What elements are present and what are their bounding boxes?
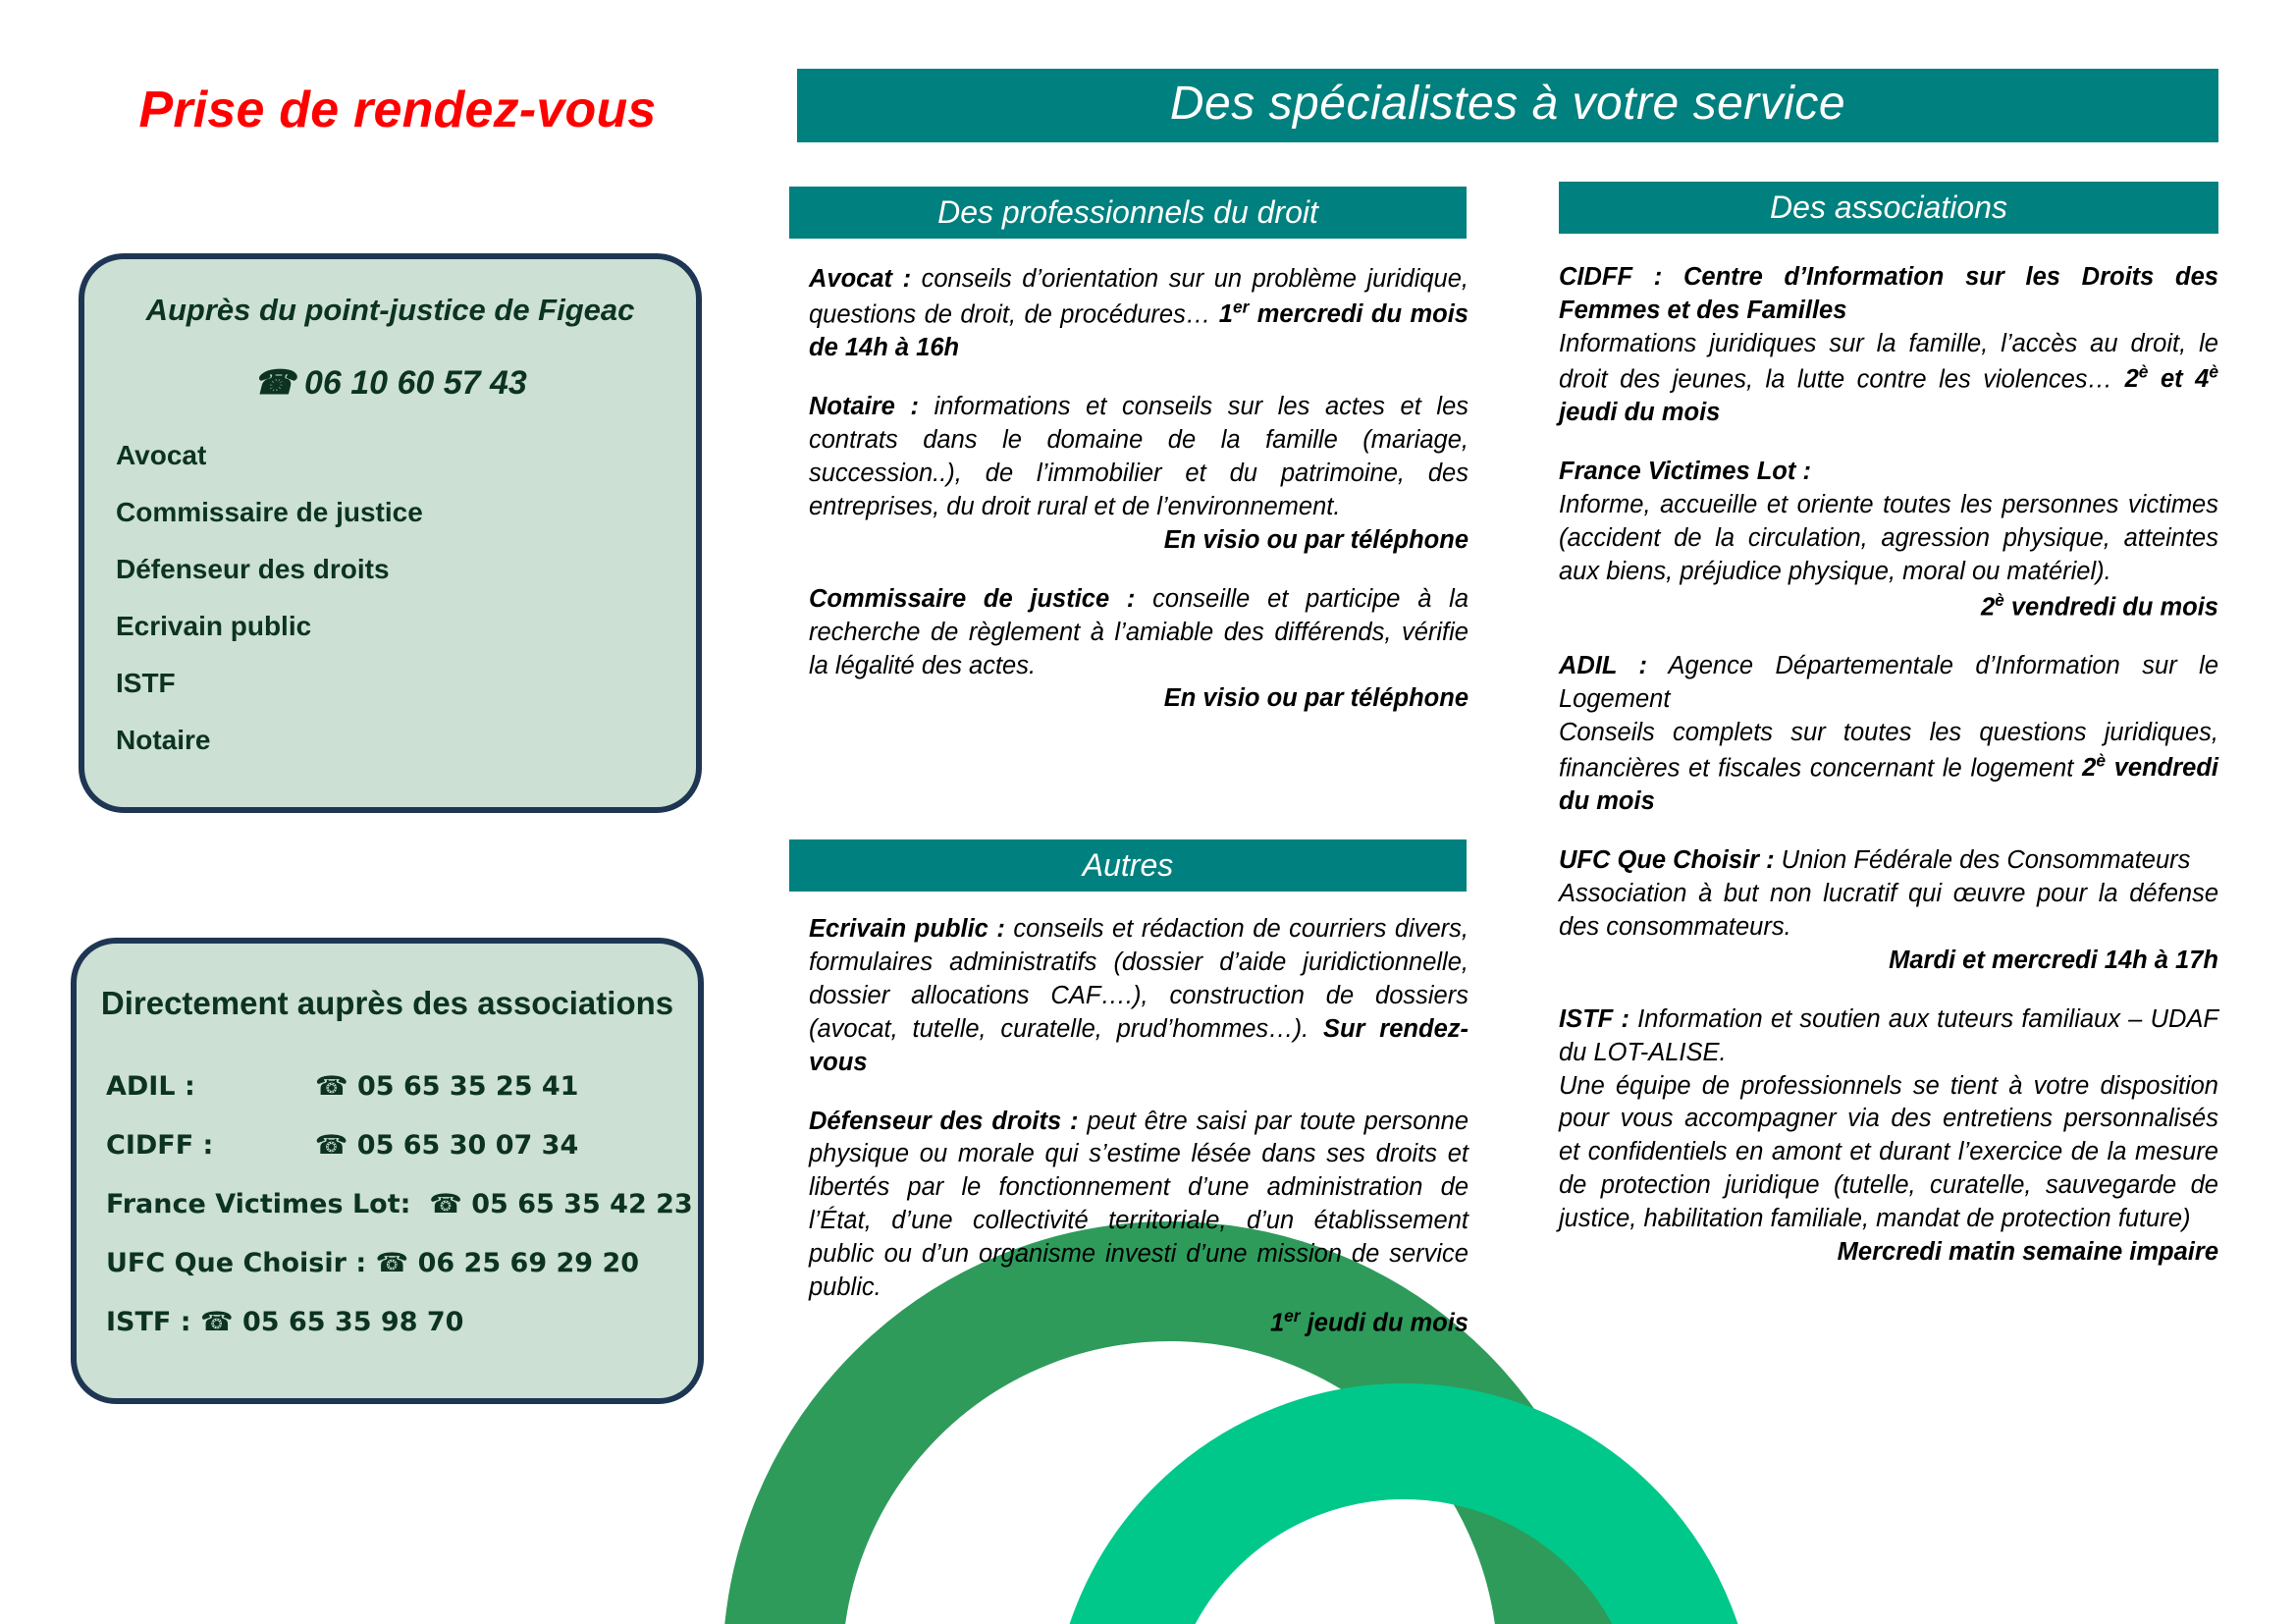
section-header-associations [1559, 182, 2218, 234]
ordinal-base: 2 [1980, 593, 1996, 622]
list-item: ISTF [116, 668, 176, 698]
left-column [59, 59, 736, 139]
entry-schedule: En visio ou par téléphone [1163, 525, 1468, 554]
entry-text: Centre d’Information sur les Droits des Femmes et des Familles [1559, 263, 2218, 324]
entry-avocat [809, 263, 1468, 365]
ordinal-base: 2 [2124, 365, 2139, 394]
section-header-label: Des associations [1770, 189, 2007, 225]
schedule-rest: jeudi du mois [1300, 1309, 1468, 1337]
ordinal-suffix: è [2138, 361, 2149, 382]
entry-label: ADIL : [1559, 652, 1647, 680]
entry-ecrivain-public [809, 913, 1468, 1080]
page-title: Prise de rendez-vous [138, 81, 657, 138]
section-header-label: Autres [1082, 847, 1174, 883]
main-banner [797, 69, 2218, 142]
entry-france-victimes-lot [1559, 456, 2218, 624]
entry-body: Une équipe de professionnels se tient à votre disposition pour vous accompagner via des entretiens personnalisés et confidentiels en amont et durant l’exercice de la mesure de protection juridique (tutelle, curatelle, sauvegarde de justice, habilitation familiale, mandat de protection future) [1559, 1071, 2218, 1233]
entry-notaire [809, 391, 1468, 558]
list-item: Avocat [116, 440, 207, 470]
schedule-rest: mercredi du mois de 14h à 16h [809, 300, 1468, 362]
entry-defenseur-des-droits [809, 1106, 1468, 1341]
list-item[interactable]: ADIL : ☎ 05 65 35 25 41 [106, 1071, 579, 1102]
entry-text: Union Fédérale des Consommateurs [1774, 846, 2191, 875]
entry-text: peut être saisi par toute personne physique ou morale qui s’estime lésée dans ses droits et libertés par le fonctionnement d’une administration de l’État, d’une collectivité territoriale, d’un établissement public ou d’un organisme investi d’une mission de service public. [809, 1107, 1469, 1302]
ordinal-suffix: è [2096, 750, 2106, 771]
associations-phone-list [77, 1073, 698, 1335]
autres-column [809, 913, 1468, 1340]
list-item: Défenseur des droits [116, 554, 390, 584]
professionals-column [809, 263, 1468, 716]
schedule-rest: vendredi du mois [1559, 754, 2218, 816]
entry-text: informations et conseils sur les actes et les contrats dans le domaine de la famille (mariage, succession..), de l’immobilier et du patrimoine, des entreprises, du droit rural et de l’environnement. [809, 393, 1469, 520]
associations-column [1559, 261, 2218, 1270]
list-item[interactable]: ISTF : ☎ 05 65 35 98 70 [106, 1307, 464, 1337]
entry-label: CIDFF : [1559, 263, 1663, 291]
schedule-rest: jeudi du mois [1559, 399, 1721, 427]
entry-schedule: Mercredi matin semaine impaire [1837, 1238, 2218, 1267]
point-justice-title: Auprès du point-justice de Figeac [145, 293, 635, 327]
entry-body: Association à but non lucratif qui œuvre pour la défense des consommateurs. [1559, 880, 2218, 941]
entry-label: Ecrivain public : [809, 915, 1005, 943]
entry-commissaire [809, 583, 1468, 717]
entry-schedule [809, 1305, 1468, 1340]
entry-label: Notaire : [809, 393, 919, 421]
list-item: Notaire [116, 725, 211, 755]
list-item[interactable]: CIDFF : ☎ 05 65 30 07 34 [106, 1130, 579, 1161]
main-banner-title: Des spécialistes à votre service [1169, 78, 1846, 130]
ordinal-suffix-2: è [2209, 361, 2218, 382]
entry-ufc-que-choisir [1559, 844, 2218, 978]
schedule-mid: et 4 [2148, 365, 2210, 394]
entry-schedule: En visio ou par téléphone [1163, 684, 1468, 713]
entry-text: conseils et rédaction de courriers divers, formulaires administratifs (dossier d’aide juridictionnelle, dossier allocations CAF….), construction de dossiers (avocat, tutelle, curatelle, prud’hommes…). [809, 915, 1468, 1043]
entry-label: Commissaire de justice : [809, 584, 1136, 613]
schedule-rest: vendredi du mois [2003, 593, 2218, 622]
section-header-autres [789, 839, 1467, 892]
point-justice-service-list [84, 442, 696, 754]
ordinal-suffix: er [1284, 1305, 1301, 1326]
entry-text: conseils d’orientation sur un problème juridique, questions de droit, de procédures… [809, 265, 1468, 329]
entry-schedule: Sur rendez-vous [809, 1014, 1468, 1076]
list-item: Ecrivain public [116, 611, 312, 641]
associations-contact-card [71, 938, 704, 1404]
entry-text: Information et soutien aux tuteurs familiaux – UDAF du LOT-ALISE. [1559, 1004, 2218, 1066]
list-item[interactable]: UFC Que Choisir : ☎ 06 25 69 29 20 [106, 1248, 640, 1278]
entry-label: ISTF : [1559, 1004, 1629, 1033]
ordinal-base: 2 [2082, 754, 2097, 783]
entry-body: Informe, accueille et oriente toutes les personnes victimes (accident de la circulation, agression physique, atteintes aux biens, préjudice physique, moral ou matériel). [1559, 490, 2218, 585]
entry-text: conseille et participe à la recherche de règlement à l’amiable des différends, vérifie la légalité des actes. [809, 584, 1468, 679]
associations-card-title: Directement auprès des associations [100, 985, 674, 1021]
point-justice-card [79, 253, 702, 813]
ordinal-base: 1 [1269, 1309, 1285, 1337]
ordinal-base: 1 [1218, 300, 1233, 329]
entry-schedule [1559, 589, 2218, 624]
ordinal-suffix: è [1995, 589, 2004, 610]
entry-schedule: Mardi et mercredi 14h à 17h [1889, 946, 2218, 974]
section-header-label: Des professionnels du droit [937, 194, 1318, 230]
entry-adil [1559, 650, 2218, 819]
entry-label: Défenseur des droits : [809, 1107, 1079, 1135]
entry-cidff [1559, 261, 2218, 430]
entry-label: UFC Que Choisir : [1559, 846, 1775, 875]
entry-label: France Victimes Lot : [1559, 458, 1811, 486]
section-header-professionals [789, 187, 1467, 239]
entry-body: Informations juridiques sur la famille, l’accès au droit, le droit des jeunes, la lutte contre les violences… [1559, 329, 2218, 394]
ordinal-suffix: er [1232, 297, 1250, 317]
light-green-ring [1109, 1441, 1698, 1624]
entry-text: Agence Départementale d’Information sur le Logement [1559, 652, 2218, 713]
list-item[interactable]: France Victimes Lot: ☎ 05 65 35 42 23 [106, 1189, 693, 1219]
entry-istf [1559, 1003, 2218, 1270]
entry-label: Avocat : [809, 265, 912, 293]
list-item: Commissaire de justice [116, 497, 423, 527]
entry-body: Conseils complets sur toutes les questions juridiques, financières et fiscales concernant le logement [1559, 718, 2218, 783]
point-justice-phone[interactable]: ☎ 06 10 60 57 43 [253, 364, 527, 402]
